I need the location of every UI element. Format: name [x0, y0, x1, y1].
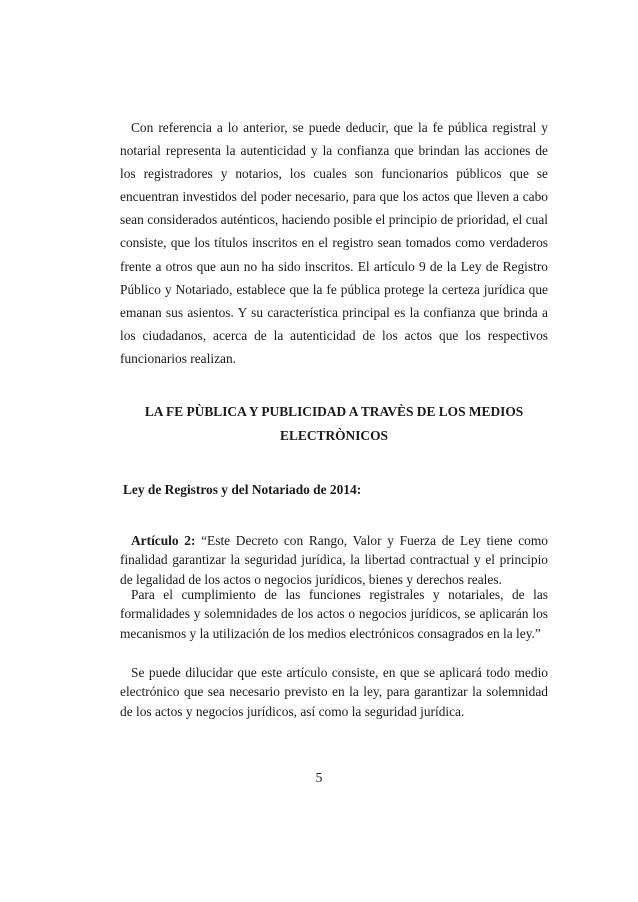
- section-heading: LA FE PÙBLICA Y PUBLICIDAD A TRAVÈS DE LOS MEDIOS ELECTRÒNICOS: [144, 404, 524, 443]
- article-text: “Este Decreto con Rango, Valor y Fuerza de Ley tiene como finalidad garantizar la seguridad jurídica, la libertad contractual y el principio de legalidad de los actos o negocios jurídicos, bienes y derechos reales.: [120, 533, 548, 587]
- body-paragraph-analysis: Se puede dilucidar que este artículo consiste, en que se aplicará todo medio electrónico que sea necesario previsto en la ley, para garantizar la solemnidad de los actos y negocios jurídicos, así como la seguridad jurídica.: [120, 665, 548, 719]
- law-subheading: Ley de Registros y del Notariado de 2014:: [123, 482, 362, 497]
- body-paragraph-intro: Con referencia a lo anterior, se puede deducir, que la fe pública registral y notarial representa la autenticidad y la confianza que brindan las acciones de los registradores y notarios, los cuales son funcionarios públicos que se encuentran investidos del poder necesario, para que los actos que lleven a cabo sean considerados auténticos, haciendo posible el principio de prioridad, el cual consiste, que los títulos inscritos en el registro sean tomados como verdaderos frente a otros que aun no ha sido inscritos. El artículo 9 de la Ley de Registro Público y Notariado, establece que la fe pública protege la certeza jurídica que emanan sus asientos. Y su característica principal es la confianza que brinda a los ciudadanos, acerca de la autenticidad de los actos que los respectivos funcionarios realizan.: [120, 120, 548, 366]
- page-number: 5: [315, 770, 323, 785]
- article-label: Artículo 2:: [131, 533, 196, 548]
- article-quote-continuation: Para el cumplimiento de las funciones registrales y notariales, de las formalidades y solemnidades de los actos o negocios jurídicos, se aplicarán los mecanismos y la utilización de los medios electrónicos consagrados en la ley.”: [120, 587, 548, 641]
- article-quote: [120, 531, 548, 589]
